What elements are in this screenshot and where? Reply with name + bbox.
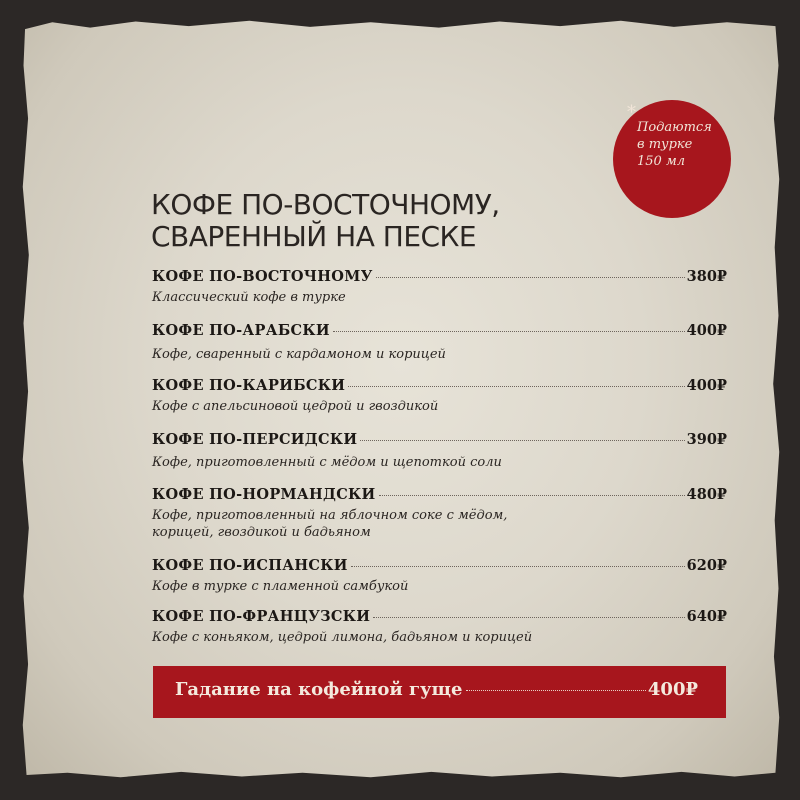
menu-item-description — [152, 508, 727, 541]
fortune-telling-price: 400₽ — [647, 679, 698, 700]
menu-item-price: 400₽ — [686, 322, 727, 339]
menu-item — [152, 557, 727, 596]
menu-item-description-line: Классический кофе в турке — [152, 290, 346, 305]
menu-item-name: КОФЕ ПО-ПЕРСИДСКИ — [152, 431, 358, 448]
dot-leader — [351, 566, 685, 567]
menu-item — [152, 486, 727, 541]
menu-item-price: 380₽ — [686, 268, 727, 285]
dot-leader — [348, 386, 684, 387]
menu-item-name: КОФЕ ПО-АРАБСКИ — [152, 322, 330, 339]
menu-item-price: 480₽ — [686, 486, 727, 503]
dot-leader — [333, 331, 685, 332]
menu-item-description — [152, 347, 727, 364]
menu-item-description — [152, 579, 727, 596]
asterisk-icon: * — [627, 102, 636, 123]
dot-leader — [466, 690, 645, 691]
menu-item-description-line: Кофе, приготовленный с мёдом и щепоткой соли — [152, 455, 502, 470]
section-title-line: КОФЕ ПО-ВОСТОЧНОМУ, — [151, 188, 500, 221]
dot-leader — [379, 495, 685, 496]
menu-item-description-line: корицей, гвоздикой и бадьяном — [152, 524, 371, 540]
serving-note-text — [637, 119, 727, 170]
menu-item-description — [152, 290, 727, 307]
menu-item-description-line: Кофе с коньяком, цедрой лимона, бадьяном и корицей — [152, 630, 533, 645]
menu-item-description — [152, 455, 727, 472]
menu-item-name: КОФЕ ПО-ФРАНЦУЗСКИ — [152, 608, 371, 625]
menu-item-description-line: Кофе в турке с пламенной самбукой — [152, 579, 409, 594]
dot-leader — [360, 440, 684, 441]
serving-note-line: Подаются — [637, 120, 712, 135]
dot-leader — [376, 277, 685, 278]
menu-item-name: КОФЕ ПО-НОРМАНДСКИ — [152, 486, 376, 503]
menu-item-price: 640₽ — [686, 608, 727, 625]
section-title-line: СВАРЕННЫЙ НА ПЕСКЕ — [151, 220, 477, 253]
menu-item-description — [152, 630, 727, 647]
menu-item-price: 620₽ — [686, 557, 727, 574]
menu-item — [152, 322, 727, 364]
serving-note-line: в турке — [637, 137, 693, 152]
menu-item-price: 390₽ — [686, 431, 727, 448]
menu-item-description — [152, 399, 727, 416]
fortune-telling-banner — [153, 666, 726, 718]
section-title — [151, 189, 651, 253]
fortune-telling-name: Гадание на кофейной гуще — [175, 679, 463, 700]
menu-item-description-line: Кофе, сваренный с кардамоном и корицей — [152, 347, 446, 362]
menu-item-description-line: Кофе, приготовленный на яблочном соке с мёдом, — [152, 508, 508, 523]
menu-item-price: 400₽ — [686, 377, 727, 394]
menu-item — [152, 431, 727, 472]
menu-item — [152, 377, 727, 416]
menu-item-name: КОФЕ ПО-ИСПАНСКИ — [152, 557, 348, 574]
menu-item-name: КОФЕ ПО-КАРИБСКИ — [152, 377, 346, 394]
menu-item-description-line: Кофе с апельсиновой цедрой и гвоздикой — [152, 399, 439, 414]
serving-note-line: 150 мл — [637, 154, 686, 169]
menu-item — [152, 268, 727, 307]
dot-leader — [373, 617, 684, 618]
menu-item — [152, 608, 727, 647]
menu-item-name: КОФЕ ПО-ВОСТОЧНОМУ — [152, 268, 373, 285]
